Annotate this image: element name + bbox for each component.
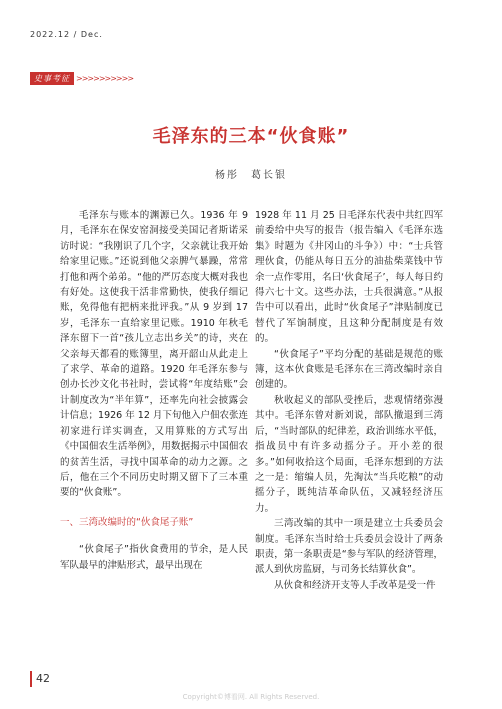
issue-date: 2022.12 / Dec.	[30, 30, 103, 39]
column-tag	[30, 72, 133, 84]
section-heading: 一、三湾改编时的“伙食尾子账”	[60, 516, 194, 528]
right-column	[255, 208, 443, 593]
article-authors: 杨彤 葛长银	[215, 170, 287, 181]
page-number-bar	[30, 671, 32, 687]
column-tag-label: 史事考征	[30, 72, 74, 85]
column-tag-arrows: >>>>>>>>>>	[76, 73, 134, 83]
paragraph: 三湾改编的其中一项是建立士兵委员会制度。毛泽东当时给士兵委员会设计了两条职责，第一条职责是“参与军队的经济管理，派人到伙房监厨，与司务长结算伙食”。	[255, 518, 443, 576]
paragraph: “伙食尾子”平均分配的基础是规范的账簿，这本伙食账是毛泽东在三湾改编时亲自创建的。	[255, 348, 443, 391]
page-number: 42	[36, 672, 50, 685]
article-title: 毛泽东的三本“伙食账”	[152, 126, 350, 147]
paragraph: 1928 年 11 月 25 日毛泽东代表中共红四军前委给中央写的报告（报告编入《毛泽东选集》时题为《井冈山的斗争》）中：“士兵管理伙食，仍能从每日五分的油盐柴菜钱中节余一点作零用，名曰‘伙食尾子’，每人每日约得六七十文。这些办法，士兵很满意。”从报告中可以看出，此时“伙食尾子”津贴制度已替代了军饷制度，且这种分配制度是有效的。	[255, 210, 443, 345]
copyright-watermark: Copyright©博看网. All Rights Reserved.	[182, 693, 320, 701]
left-column	[60, 208, 248, 573]
paragraph: 秋收起义的部队受挫后，悲观情绪弥漫其中。毛泽东曾对新刘说，部队撤退到三湾后，“当时部队的纪律差，政治训练水平低，指战员中有许多动摇分子。开小差的很多。”如何收拾这个局面，毛泽东想到的方法之一是：缩编人员，先淘汰“当兵吃粮”的动摇分子，既纯洁革命队伍，又减轻经济压力。	[255, 394, 443, 514]
paragraph: 从伙食和经济开支等人手改革是受一件	[274, 579, 436, 591]
paragraph: “伙食尾子”指伙食费用的节余，是人民军队最早的津贴形式，最早出现在	[60, 544, 248, 571]
paragraph: 毛泽东与账本的渊源已久。1936 年 9 月，毛泽东在保安窑洞接受美国记者斯诺采访时说：“我刚识了几个字，父亲就让我开始给家里记账。”还说到他父亲脾气暴躁，常常打他和两个弟弟。“他的严厉态度大概对我也有好处。这使我干活非常勤快，使我仔细记账，免得他有把柄来批评我。”从 9 岁到 17 岁，毛泽东一直给家里记账。1910 年秋毛泽东留下一首“孩儿立志出乡关”的诗，夹在父亲每天都看的账簿里，离开韶山从此走上了求学、革命的道路。1920 年毛泽东参与创办长沙文化书社时，尝试将“年度结账”会计制度改为“半年算”，还率先向社会披露会计信息；1926 年 12 月下旬他入户佃农张连初家进行详实调查，又用算账的方式写出《中国佃农生活举例》，用数据揭示中国佃农的贫苦生活，寻找中国革命的动力之源。之后，他在三个不同历史时期又留下了三本重要的“伙食账”。	[60, 210, 248, 499]
